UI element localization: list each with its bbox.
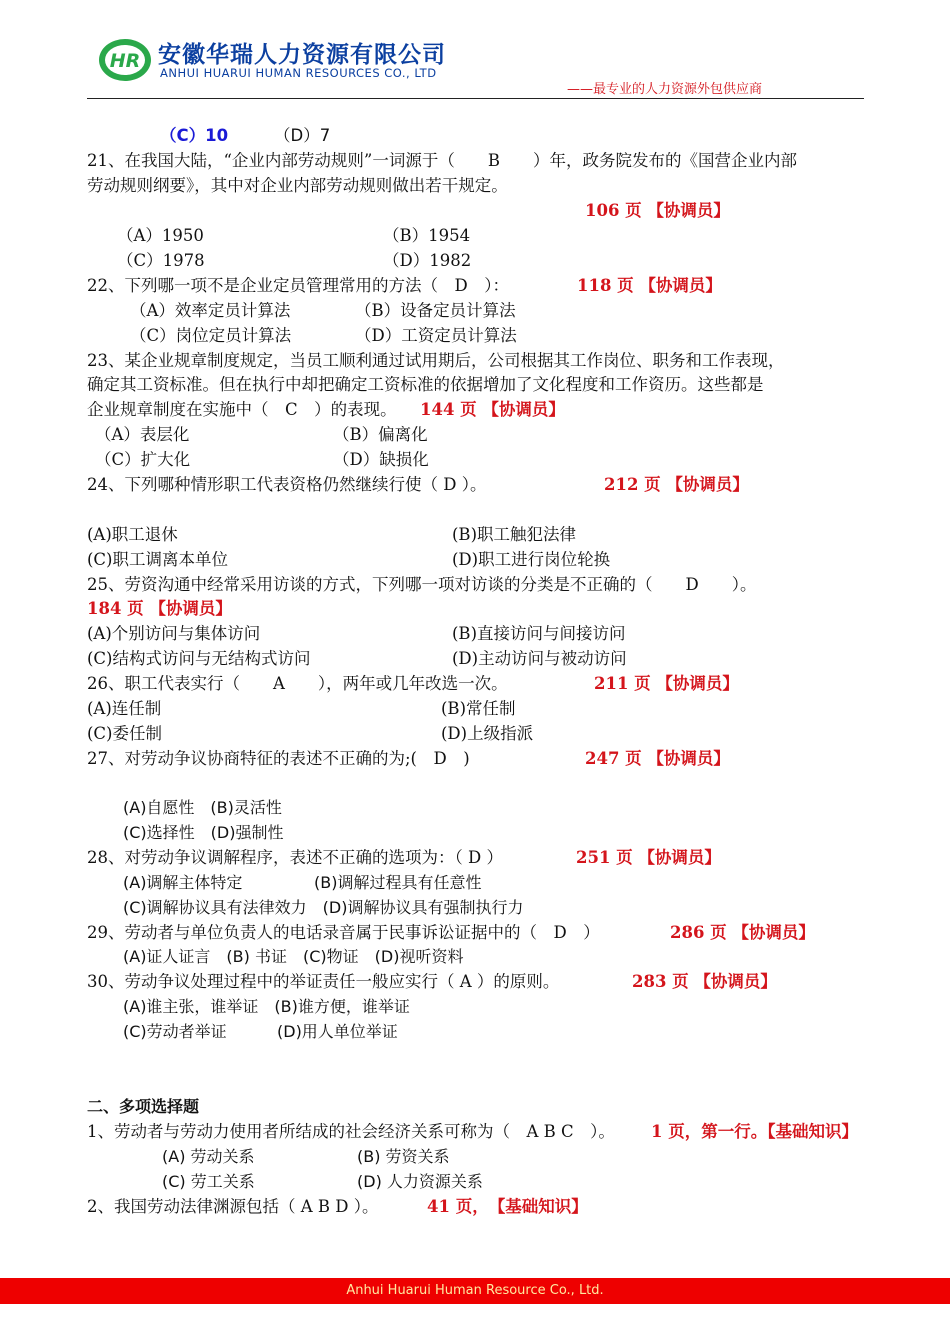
- option-d: (D)职工进行岗位轮换: [452, 550, 611, 569]
- multi-question-2: 2、我国劳动法律渊源包括（ A B D ）。: [87, 1197, 379, 1216]
- page-ref: 144 页 【协调员】: [420, 400, 565, 419]
- question-30: 30、劳动争议处理过程中的举证责任一般应实行（ A ）的原则。: [87, 972, 560, 991]
- page-ref: 1 页，第一行。【基础知识】: [651, 1122, 858, 1141]
- company-logo-icon: [97, 36, 153, 84]
- option-b: （B）偏离化: [333, 425, 428, 444]
- question-29: 29、劳动者与单位负责人的电话录音属于民事诉讼证据中的（ D ）: [87, 923, 600, 942]
- option-d: （D）7: [274, 126, 331, 145]
- option-b: (B) 劳资关系: [357, 1147, 450, 1166]
- question-21-cont: 劳动规则纲要》，其中对企业内部劳动规则做出若干规定。: [87, 176, 508, 195]
- page-ref: 118 页 【协调员】: [577, 276, 722, 295]
- option-c: （C）1978: [117, 251, 205, 270]
- logo-text: HR: [109, 50, 141, 72]
- options-row: (C)调解协议具有法律效力 (D)调解协议具有强制执行力: [123, 898, 524, 917]
- option-b: （B）设备定员计算法: [355, 301, 516, 320]
- section-title: 二、多项选择题: [87, 1097, 200, 1116]
- options-row: (A)证人证言 (B) 书证 (C)物证 (D)视听资料: [123, 947, 464, 966]
- question-25: 25、劳资沟通中经常采用访谈的方式，下列哪一项对访谈的分类是不正确的（ D ）。: [87, 575, 757, 594]
- option-c: (C) 劳工关系: [162, 1172, 255, 1191]
- question-23-cont: 确定其工资标准。但在执行中却把确定工资标准的依据增加了文化程度和工作资历。这些都是: [87, 375, 764, 394]
- option-c: （C）扩大化: [95, 450, 191, 469]
- header-divider: [87, 98, 864, 99]
- option-c: (C)劳动者举证: [123, 1022, 227, 1041]
- option-b: （B）1954: [383, 226, 471, 245]
- option-d: （D）工资定员计算法: [355, 326, 517, 345]
- option-b: (B)常任制: [441, 699, 516, 718]
- page-ref: 212 页 【协调员】: [604, 475, 749, 494]
- question-22: 22、下列哪一项不是企业定员管理常用的方法（ D ）：: [87, 276, 509, 295]
- page-ref: 41 页， 【基础知识】: [427, 1197, 588, 1216]
- option-a: (A) 劳动关系: [162, 1147, 255, 1166]
- option-c: （C）10: [160, 126, 229, 145]
- option-b: (B)职工触犯法律: [452, 525, 576, 544]
- option-a: (A)连任制: [87, 699, 162, 718]
- option-d: （D）1982: [383, 251, 472, 270]
- option-b: (B)直接访问与间接访问: [452, 624, 626, 643]
- page-ref: 286 页 【协调员】: [670, 923, 815, 942]
- company-name-en: ANHUI HUARUI HUMAN RESOURCES CO., LTD: [160, 66, 437, 80]
- page-ref: 184 页 【协调员】: [87, 599, 232, 618]
- option-c: （C）岗位定员计算法: [130, 326, 292, 345]
- option-d: (D)用人单位举证: [277, 1022, 398, 1041]
- page-ref: 211 页 【协调员】: [594, 674, 739, 693]
- option-c: (C)委任制: [87, 724, 162, 743]
- company-slogan: ——最专业的人力资源外包供应商: [566, 82, 762, 97]
- option-c: (C)职工调离本单位: [87, 550, 228, 569]
- question-23: 23、某企业规章制度规定，当员工顺利通过试用期后，公司根据其工作岗位、职务和工作表现，: [87, 351, 785, 370]
- option-d: (D)上级指派: [441, 724, 534, 743]
- question-28: 28、对劳动争议调解程序，表述不正确的选项为：（ D ）: [87, 848, 503, 867]
- option-a: (A)职工退休: [87, 525, 178, 544]
- question-23-cont: 企业规章制度在实施中（ C ）的表现。: [87, 400, 397, 419]
- page-ref: 251 页 【协调员】: [576, 848, 721, 867]
- options-row: (C)选择性 (D)强制性: [123, 823, 284, 842]
- question-24: 24、下列哪种情形职工代表资格仍然继续行使（ D ）。: [87, 475, 487, 494]
- option-a: （A）1950: [117, 226, 204, 245]
- option-a: （A）表层化: [95, 425, 190, 444]
- option-a: (A)调解主体特定: [123, 873, 243, 892]
- page-ref: 247 页 【协调员】: [585, 749, 730, 768]
- option-c: (C)结构式访问与无结构式访问: [87, 649, 311, 668]
- option-b: (B)调解过程具有任意性: [314, 873, 482, 892]
- options-row: (A)自愿性 (B)灵活性: [123, 798, 282, 817]
- option-a: （A）效率定员计算法: [130, 301, 291, 320]
- options-row: (A)谁主张，谁举证 (B)谁方便，谁举证: [123, 997, 410, 1016]
- option-d: (D) 人力资源关系: [357, 1172, 483, 1191]
- question-26: 26、职工代表实行（ A ），两年或几年改选一次。: [87, 674, 508, 693]
- option-d: (D)主动访问与被动访问: [452, 649, 627, 668]
- option-d: （D）缺损化: [333, 450, 429, 469]
- question-27: 27、对劳动争议协商特征的表述不正确的为;( D ): [87, 749, 470, 768]
- footer-bar: Anhui Huarui Human Resource Co., Ltd.: [0, 1278, 950, 1304]
- company-name-cn: 安徽华瑞人力资源有限公司: [158, 42, 446, 68]
- page-ref: 106 页 【协调员】: [585, 201, 730, 220]
- question-21: 21、在我国大陆，“企业内部劳动规则”一词源于（ B ）年，政务院发布的《国营企业内部: [87, 151, 797, 170]
- page-ref: 283 页 【协调员】: [632, 972, 777, 991]
- multi-question-1: 1、劳动者与劳动力使用者所结成的社会经济关系可称为（ A B C ）。: [87, 1122, 615, 1141]
- option-a: (A)个别访问与集体访问: [87, 624, 261, 643]
